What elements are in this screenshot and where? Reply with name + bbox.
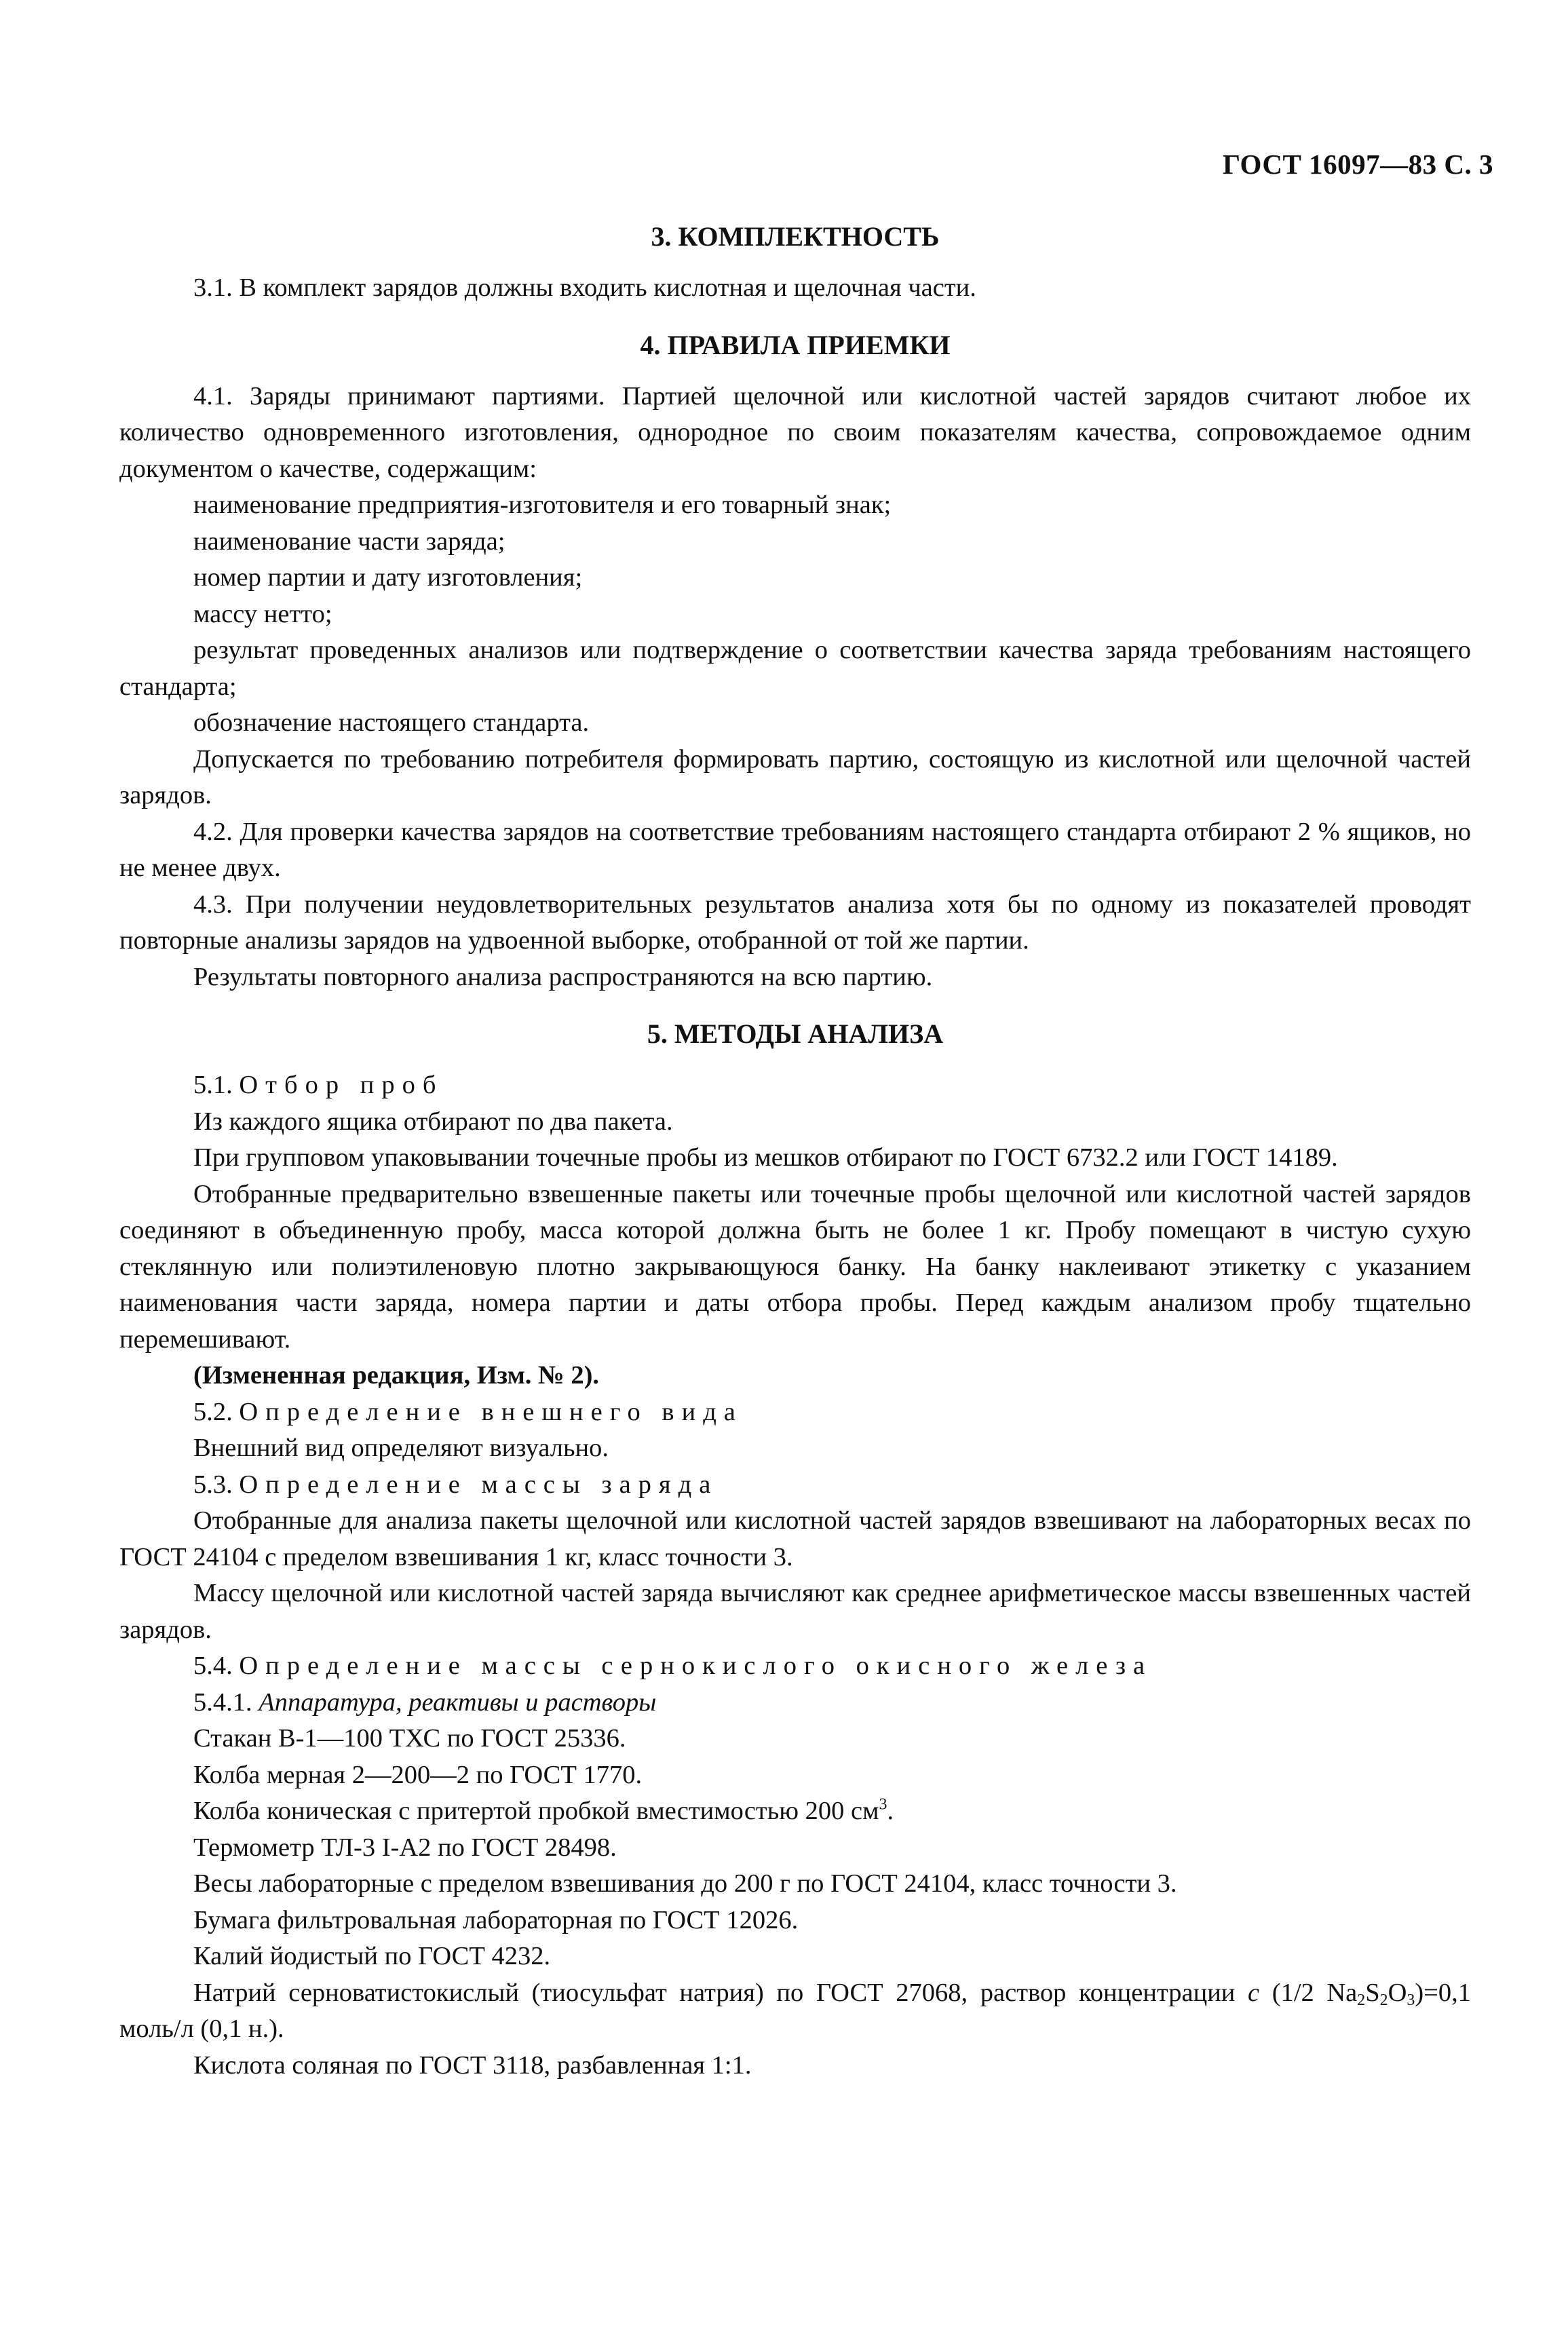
subsection-number: 5.3. bbox=[193, 1470, 233, 1499]
paragraph-5-1-a: Из каждого ящика отбирают по два пакета. bbox=[193, 1107, 673, 1136]
subsection-title: Определение массы заряда bbox=[239, 1470, 719, 1499]
subsection-number: 5.4. bbox=[193, 1651, 233, 1680]
paragraph-4-1-note: Допускается по требованию потребителя формировать партию, состоящую из кислотной или щелочной частей зарядов. bbox=[119, 744, 1471, 809]
paragraph-5-2-a: Внешний вид определяют визуально. bbox=[193, 1434, 609, 1462]
subsection-number: 5.2. bbox=[193, 1397, 233, 1426]
paragraph-4-3-note: Результаты повторного анализа распространяются на всю партию. bbox=[193, 962, 933, 991]
list-item: Колба мерная 2—200—2 по ГОСТ 1770. bbox=[193, 1760, 643, 1789]
list-item: Весы лабораторные с пределом взвешивания до 200 г по ГОСТ 24104, класс точности 3. bbox=[193, 1869, 1177, 1898]
subsection-title: Определение массы сернокислого окисного железа bbox=[239, 1651, 1153, 1680]
list-item: Калий йодистый по ГОСТ 4232. bbox=[193, 1942, 551, 1970]
list-item: Колба коническая с притертой пробкой вместимостью 200 $см^3$. bbox=[193, 1795, 894, 1825]
amendment-note: (Измененная редакция, Изм. № 2). bbox=[193, 1361, 600, 1390]
paragraph-5-3-a: Отобранные для анализа пакеты щелочной или кислотной частей зарядов взвешивают на лабораторных весах по ГОСТ 24104 с пределом взвешивания 1 кг, класс точности 3. bbox=[119, 1506, 1471, 1571]
paragraph-3-1: 3.1. В комплект зарядов должны входить кислотная и щелочная части. bbox=[193, 273, 976, 302]
paragraph-4-2: 4.2. Для проверки качества зарядов на соответствие требованиям настоящего стандарта отбирают 2 % ящиков, но не менее двух. bbox=[119, 817, 1471, 882]
subsection-title: Аппаратура, реактивы и растворы bbox=[259, 1687, 657, 1717]
list-item: результат проведенных анализов или подтверждение о соответствии качества заряда требованиям настоящего стандарта; bbox=[119, 636, 1471, 701]
list-item: Стакан В-1—100 ТХС по ГОСТ 25336. bbox=[193, 1724, 626, 1753]
list-item: наименование предприятия-изготовителя и его товарный знак; bbox=[193, 491, 892, 519]
subsection-number: 5.1. bbox=[193, 1071, 233, 1099]
list-item: Натрий серноватистокислый (тиосульфат натрия) по ГОСТ 27068, раствор концентрации c (1/2 $Na_2S_2O_3)=0,1$ моль/л (0,1 н.). bbox=[119, 1978, 1471, 2043]
list-item: номер партии и дату изготовления; bbox=[193, 563, 583, 592]
subsection-title: Определение внешнего вида bbox=[239, 1397, 743, 1426]
list-item: Термометр ТЛ-3 I-А2 по ГОСТ 28498. bbox=[193, 1833, 617, 1862]
subsection-number: 5.4.1. bbox=[193, 1687, 252, 1717]
page-header: ГОСТ 16097—83 С. 3 bbox=[1222, 149, 1493, 180]
paragraph-5-1-c: Отобранные предварительно взвешенные пакеты или точечные пробы щелочной или кислотной частей зарядов соединяют в объединенную пробу, масса которой должна быть не более 1 кг. Пробу помещают в чистую сухую стеклянную или полиэтиленовую плотно закрывающуюся банку. На банку наклеивают этикетку с указанием наименования части заряда, номера партии и даты отбора пробы. Перед каждым анализом пробу тщательно перемешивают. bbox=[119, 1179, 1471, 1354]
list-item: массу нетто; bbox=[193, 599, 332, 628]
section-4-title: 4. ПРАВИЛА ПРИЕМКИ bbox=[640, 329, 951, 360]
section-3-title: 3. КОМПЛЕКТНОСТЬ bbox=[651, 221, 940, 252]
paragraph-5-1-b: При групповом упаковывании точечные пробы из мешков отбирают по ГОСТ 6732.2 или ГОСТ 14189. bbox=[193, 1143, 1338, 1172]
paragraph-4-3: 4.3. При получении неудовлетворительных результатов анализа хотя бы по одному из показателей проводят повторные анализы зарядов на удвоенной выборке, отобранной от той же партии. bbox=[119, 890, 1471, 955]
list-item: Бумага фильтровальная лабораторная по ГОСТ 12026. bbox=[193, 1905, 799, 1934]
section-5-title: 5. МЕТОДЫ АНАЛИЗА bbox=[647, 1018, 944, 1049]
list-item: Кислота соляная по ГОСТ 3118, разбавленная 1:1. bbox=[193, 2050, 752, 2080]
subsection-5-3-heading bbox=[119, 1467, 1471, 1504]
paragraph-4-1: 4.1. Заряды принимают партиями. Партией щелочной или кислотной частей зарядов считают любое их количество одновременного изготовления, однородное по своим показателям качества, сопровождаемое одним документом о качестве, содержащим: bbox=[119, 381, 1471, 483]
subsection-5-1-heading bbox=[119, 1067, 1471, 1104]
page-content bbox=[119, 217, 1471, 2084]
list-item: обозначение настоящего стандарта. bbox=[193, 708, 590, 737]
list-item: наименование части заряда; bbox=[193, 527, 505, 556]
subsection-5-4-1-heading bbox=[119, 1685, 1471, 1721]
subsection-5-4-heading bbox=[119, 1648, 1471, 1685]
subsection-5-2-heading bbox=[119, 1394, 1471, 1431]
paragraph-5-3-b: Массу щелочной или кислотной частей заряда вычисляют как среднее арифметическое массы взвешенных частей зарядов. bbox=[119, 1579, 1471, 1644]
subsection-title: Отбор проб bbox=[239, 1071, 444, 1099]
